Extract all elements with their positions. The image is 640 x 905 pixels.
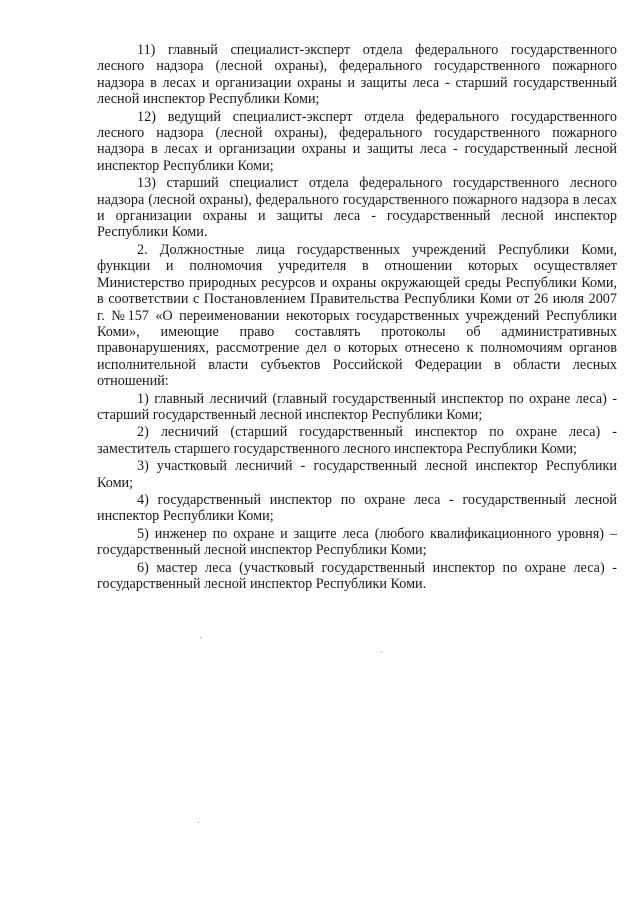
- paragraph-subitem-3: 3) участковый лесничий - государственный лесной инспектор Республики Коми;: [97, 458, 617, 491]
- paragraph-item-12: 12) ведущий специалист-эксперт отдела федерального государственного лесного надзора (лесной охраны), федерального государственного пожарного надзора в лесах и организации охраны и защиты леса - государственный лесной инспектор Республики Коми;: [97, 108, 617, 174]
- paragraph-item-11: 11) главный специалист-эксперт отдела федерального государственного лесного надзора (лесной охраны), федерального государственного пожарного надзора в лесах и организации охраны и защиты леса - старший государственный лесной инспектор Республики Коми;: [97, 42, 617, 108]
- scan-speck: [198, 822, 199, 823]
- paragraph-subitem-6: 6) мастер леса (участковый государственный инспектор по охране леса) - государственный лесной инспектор Республики Коми.: [97, 559, 617, 592]
- paragraph-subitem-4: 4) государственный инспектор по охране леса - государственный лесной инспектор Республики Коми;: [97, 491, 617, 525]
- paragraph-subitem-5: 5) инженер по охране и защите леса (любого квалификационного уровня) – государственный лесной инспектор Республики Коми;: [97, 525, 617, 559]
- document-page: [97, 42, 617, 593]
- paragraph-subitem-1: 1) главный лесничий (главный государственный инспектор по охране леса) - старший государственный лесной инспектор Республики Коми;: [97, 390, 617, 423]
- scan-speck: [381, 652, 382, 653]
- paragraph-item-13: 13) старший специалист отдела федерального государственного лесного надзора (лесной охраны), федерального государственного пожарного надзора в лесах и организации охраны и защиты леса - государственный лесной инспектор Республики Коми.: [97, 175, 617, 241]
- paragraph-subitem-2: 2) лесничий (старший государственный инспектор по охране леса) - заместитель старшего государственного лесного инспектора Республики Коми;: [97, 424, 617, 457]
- scan-speck: [200, 637, 201, 638]
- paragraph-section-2: 2. Должностные лица государственных учреждений Республики Коми, функции и полномочия учредителя в отношении которых осуществляет Министерство природных ресурсов и охраны окружающей среды Республики Коми, в соответствии с Постановлением Правительства Республики Коми от 26 июля 2007 г. №157 «О переименовании некоторых государственных учреждений Республики Коми», имеющие право составлять протоколы об административных правонарушениях, рассмотрение дел о которых отнесено к полномочиям органов исполнительной власти субъектов Российской Федерации в области лесных отношений:: [97, 241, 617, 390]
